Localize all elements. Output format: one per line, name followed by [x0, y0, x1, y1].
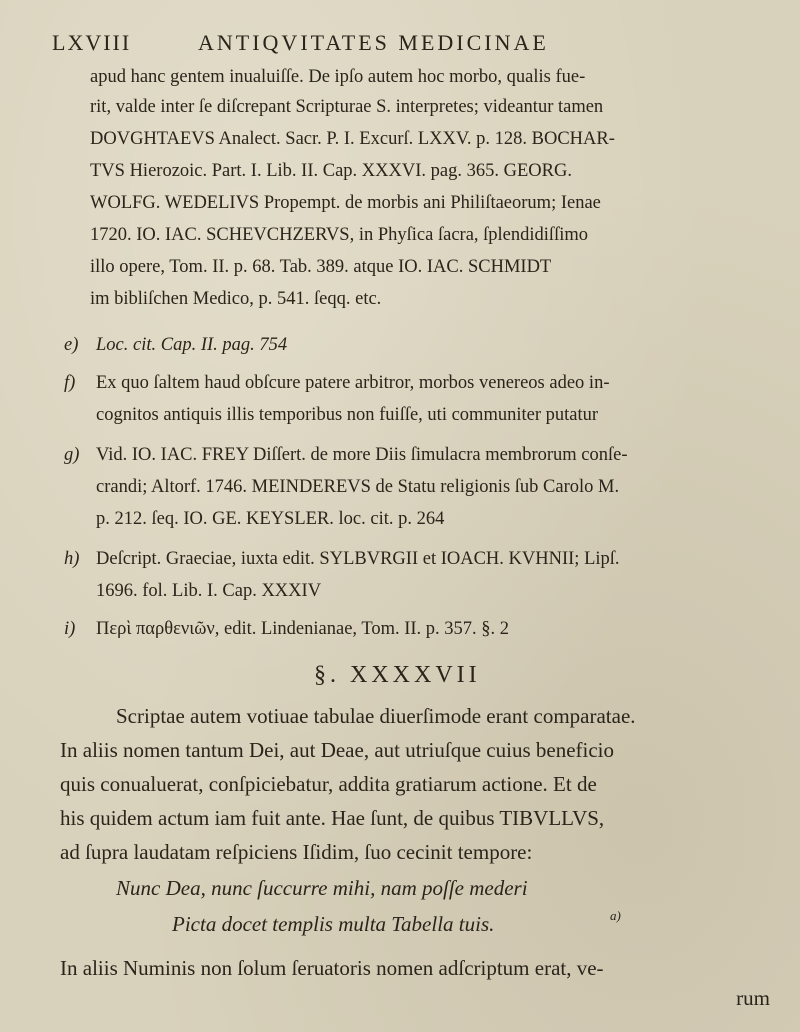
- footnote-line: apud hanc gentem inualuiſſe. De ipſo autem hoc morbo, qualis fue-: [90, 67, 586, 87]
- footnote-line: 1696. fol. Lib. I. Cap. XXXIV: [96, 581, 322, 601]
- footnote-line: TVS Hierozoic. Part. I. Lib. II. Cap. XXXVI. pag. 365. GEORG.: [90, 161, 572, 181]
- footnote-line: Deſcript. Graeciae, iuxta edit. SYLBVRGII et IOACH. KVHNII; Lipſ.: [96, 549, 620, 569]
- section-heading: §. XXXXVII: [314, 662, 481, 688]
- footnote-line: Ex quo ſaltem haud obſcure patere arbitror, morbos venereos adeo in-: [96, 373, 610, 393]
- footnote-line: Vid. IO. IAC. FREY Diſſert. de more Diis ſimulacra membrorum conſe-: [96, 445, 628, 465]
- footnote-line: 1720. IO. IAC. SCHEVCHZERVS, in Phyſica ſacra, ſplendidiſſimo: [90, 225, 588, 245]
- footnote-mark: g): [64, 445, 80, 465]
- footnote-line: p. 212. ſeq. IO. GE. KEYSLER. loc. cit. p. 264: [96, 509, 445, 529]
- footnote-line: cognitos antiquis illis temporibus non fuiſſe, uti communiter putatur: [96, 405, 599, 425]
- paragraph-line: quis conualuerat, conſpiciebatur, addita gratiarum actione. Et de: [60, 772, 597, 796]
- footnote-line: rit, valde inter ſe diſcrepant Scripturae S. interpretes; videantur tamen: [90, 97, 604, 117]
- paragraph-line: Scriptae autem votiuae tabulae diuerſimode erant comparatae.: [116, 704, 636, 728]
- footnote-mark: e): [64, 335, 79, 355]
- verse-line: Nunc Dea, nunc ſuccurre mihi, nam poſſe mederi: [116, 876, 528, 900]
- footnote-line: WOLFG. WEDELIVS Propempt. de morbis ani Philiſtaeorum; Ienae: [90, 193, 601, 213]
- paragraph-line: In aliis Numinis non ſolum ſeruatoris nomen adſcriptum erat, ve-: [60, 956, 604, 980]
- paragraph-line: his quidem actum iam fuit ante. Hae ſunt, de quibus TIBVLLVS,: [60, 806, 605, 830]
- footnote-line: illo opere, Tom. II. p. 68. Tab. 389. atque IO. IAC. SCHMIDT: [90, 257, 552, 277]
- footnote-line: Loc. cit. Cap. II. pag. 754: [96, 335, 288, 355]
- footnote-mark: i): [64, 619, 76, 639]
- catchword: rum: [736, 986, 770, 1010]
- footnote-mark: h): [64, 549, 80, 569]
- verse-line: Picta docet templis multa Tabella tuis.: [172, 912, 495, 936]
- footnote-line: Περὶ παρθενιῶν, edit. Lindenianae, Tom. II. p. 357. §. 2: [96, 619, 510, 639]
- footnote-line: DOVGHTAEVS Analect. Sacr. P. I. Excurſ. LXXV. p. 128. BOCHAR-: [90, 129, 615, 149]
- page-number: LXVIII: [52, 30, 132, 55]
- paragraph-line: In aliis nomen tantum Dei, aut Deae, aut utriuſque cuius beneficio: [60, 738, 614, 762]
- paragraph-line: ad ſupra laudatam reſpiciens Iſidim, ſuo cecinit tempore:: [60, 840, 533, 864]
- verse-footnote-mark: a): [610, 908, 621, 923]
- footnote-line: crandi; Altorf. 1746. MEINDEREVS de Statu religionis ſub Carolo M.: [96, 477, 620, 497]
- running-title: ANTIQVITATES MEDICINAE: [198, 30, 549, 55]
- footnote-mark: f): [64, 373, 76, 393]
- footnote-line: im bibliſchen Medico, p. 541. ſeqq. etc.: [90, 289, 382, 309]
